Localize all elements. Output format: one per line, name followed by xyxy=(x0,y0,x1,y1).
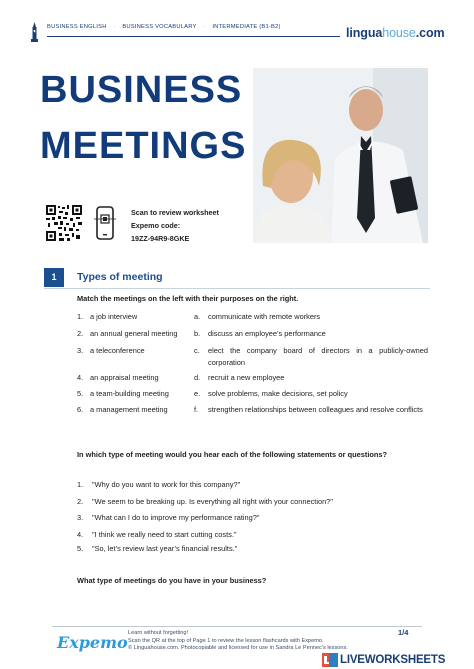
page-number: 1/4 xyxy=(398,628,409,637)
footer-text: Learn without forgetting! Scan the QR at the top of Page 1 to review the lesson flashcards with Expemo. © Linguahouse.com. Photocopiable and licensed for use in Sandra Le Pennec’s lessons. xyxy=(128,630,348,652)
breadcrumb-item: BUSINESS VOCABULARY xyxy=(122,24,197,30)
breadcrumb-item: INTERMEDIATE (B1-B2) xyxy=(212,24,281,30)
section-title: Types of meeting xyxy=(77,271,163,283)
meeting-purpose: elect the company board of directors in a publicly-owned corporation xyxy=(208,346,428,367)
meeting-purpose: strengthen relationships between colleagues and resolve conflicts xyxy=(208,405,423,414)
meeting-type: a job interview xyxy=(90,312,138,321)
meeting-type: an appraisal meeting xyxy=(90,373,159,382)
brand-logo[interactable]: linguahouse.com xyxy=(346,26,445,40)
liveworksheets-logo[interactable]: LIVEWORKSHEETS xyxy=(322,653,445,667)
exercise-instruction: Match the meetings on the left with their purposes on the right. xyxy=(77,294,299,303)
page-header xyxy=(0,0,474,44)
liveworksheets-icon xyxy=(322,653,338,667)
meeting-type: a teleconference xyxy=(90,346,145,355)
business-meeting-photo xyxy=(253,68,428,243)
phone-scan-icon xyxy=(94,206,116,240)
meeting-purpose: communicate with remote workers xyxy=(208,312,321,321)
expemo-code: 19ZZ-94R9-8GKE xyxy=(131,234,190,243)
meeting-type: an annual general meeting xyxy=(90,329,178,338)
section-number: 1 xyxy=(44,268,64,287)
section-divider xyxy=(44,288,430,289)
tower-logo-icon xyxy=(30,22,39,42)
scan-instructions: Scan to review worksheet Expemo code: 19ZZ-94R9-8GKE xyxy=(131,208,219,243)
exercise-instruction: What type of meetings do you have in your business? xyxy=(77,576,267,585)
meeting-type: a management meeting xyxy=(90,405,168,414)
page-title: BUSINESS MEETINGS xyxy=(40,69,247,167)
breadcrumb: BUSINESS ENGLISH · BUSINESS VOCABULARY · INTERMEDIATE (B1-B2) xyxy=(47,24,281,30)
meeting-purpose: solve problems, make decisions, set policy xyxy=(208,389,348,398)
exercise-instruction: In which type of meeting would you hear each of the following statements or questions? xyxy=(77,450,388,459)
header-divider xyxy=(47,36,340,37)
expemo-logo[interactable]: Expemo xyxy=(57,633,128,652)
meeting-purpose: recruit a new employee xyxy=(208,373,285,382)
breadcrumb-item: BUSINESS ENGLISH xyxy=(47,24,107,30)
meeting-type: a team-building meeting xyxy=(90,389,169,398)
qr-code-icon[interactable] xyxy=(46,205,82,241)
meeting-purpose: discuss an employee’s performance xyxy=(208,329,326,338)
footer-divider xyxy=(52,626,422,627)
